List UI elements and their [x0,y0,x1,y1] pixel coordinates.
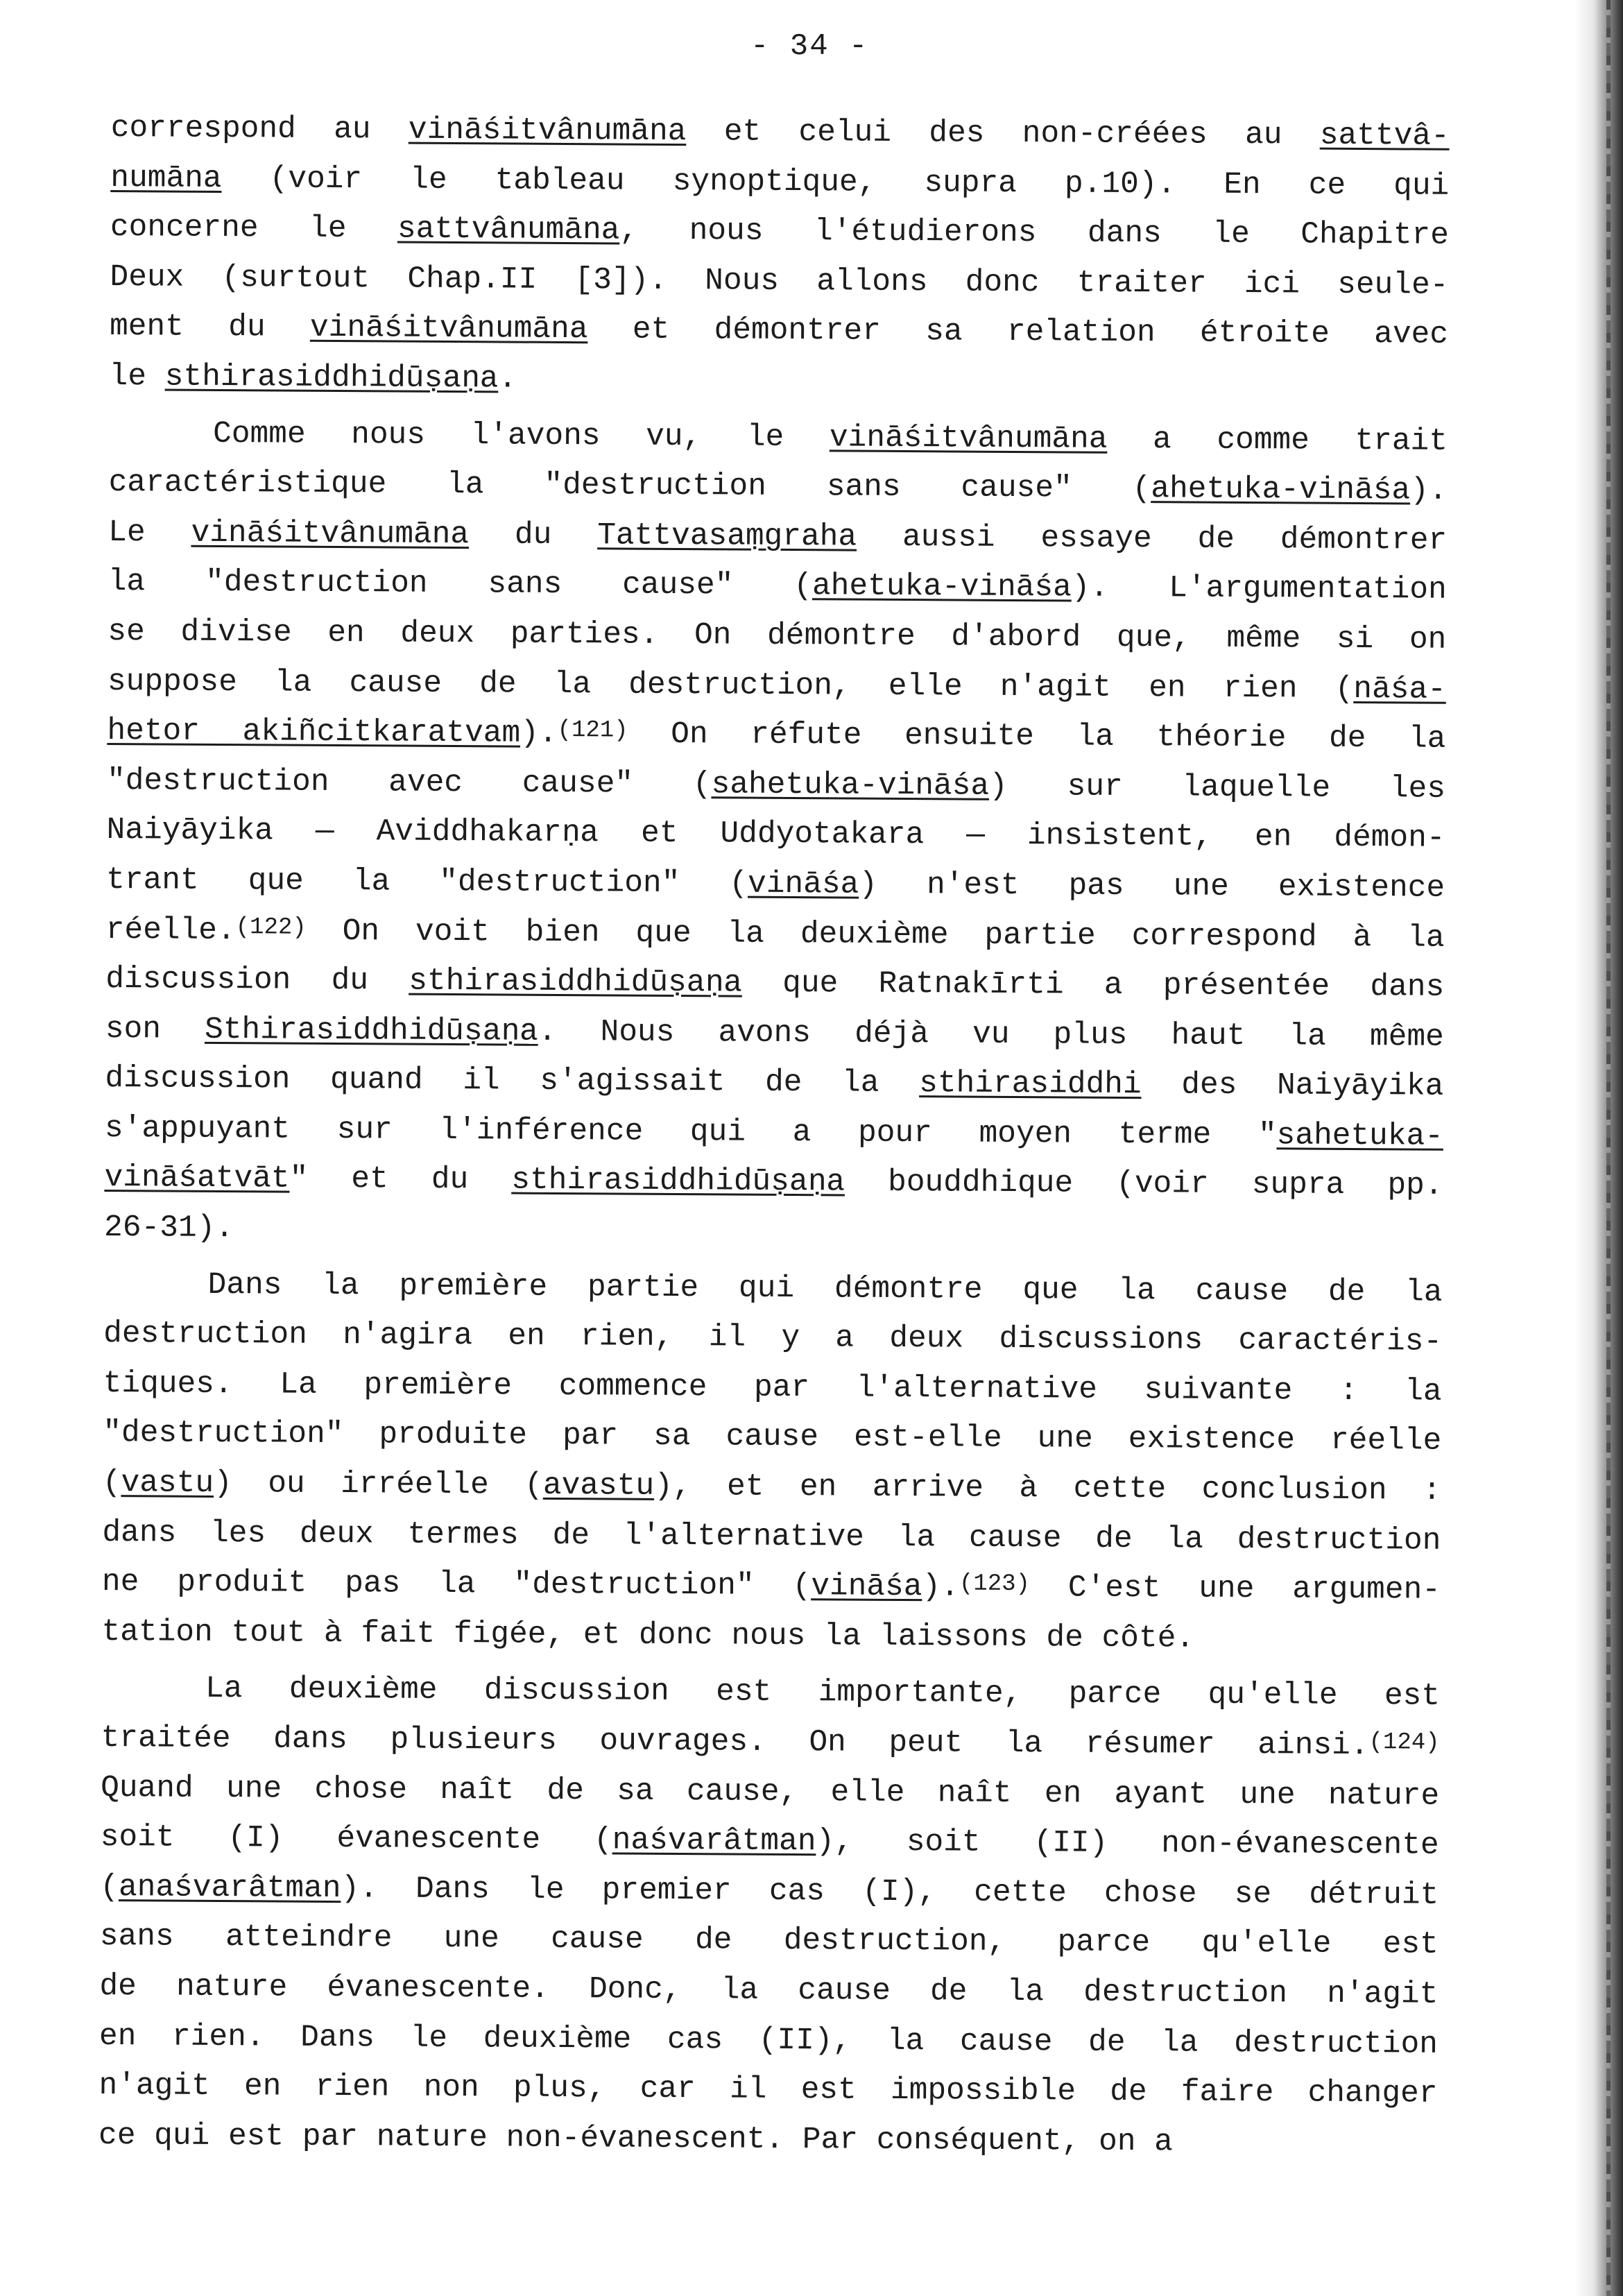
scan-edge-shadow [1574,0,1623,2296]
underlined-term: Tattvasaṃgraha [597,518,857,555]
footnote-reference: (124) [1368,1729,1440,1756]
text-line: se divise en deux parties. On démontre d'abord que, même si on [108,614,1447,658]
footnote-reference: (122) [235,914,307,941]
text-line: tation tout à fait figée, et donc nous la laissons de côté. [101,1614,1195,1656]
text-line: La deuxième discussion est importante, parce qu'elle est [205,1672,1441,1715]
body-text [98,104,1450,2169]
underlined-term: sahetuka-vināśa [711,767,990,804]
underlined-term: vināśitvânumāna [408,112,687,150]
underlined-term: avastu [542,1468,655,1504]
page-number: - 34 - [750,29,869,64]
text-line: sans atteindre une cause de destruction, parce qu'elle est [99,1919,1439,1963]
footnote-reference: (121) [557,717,628,744]
text-line: la "destruction sans cause" (ahetuka-vināśa). L'argumentation [108,565,1447,608]
underlined-term: sattvâ- [1319,118,1450,154]
underlined-term: nāśa- [1353,671,1447,708]
text-line: concerne le sattvânumāna, nous l'étudierons dans le Chapitre [110,210,1450,253]
text-line: Comme nous l'avons vu, le vināśitvânumāna a comme trait [212,416,1448,459]
underlined-term: vināśa [747,866,859,902]
text-line: discussion quand il s'agissait de la sthirasiddhi des Naiyāyika [105,1061,1444,1105]
underlined-term: sthirasiddhi [919,1066,1142,1103]
underlined-term: vināśitvânumāna [829,420,1108,457]
text-line: Deux (surtout Chap.II [3]). Nous allons donc traiter ici seule- [110,259,1449,303]
underlined-term: ahetuka-vināśa [1151,472,1411,508]
scan-edge-mark [1606,0,1611,2296]
text-line: ne produit pas la "destruction" (vināśa).$^{(123)}$ C'est une argumen- [101,1565,1441,1608]
text-line: correspond au vināśitvânumāna et celui des non-créées au sattvâ- [110,110,1450,154]
text-line: (vastu) ou irréelle (avastu), et en arrive à cette conclusion : [102,1465,1441,1509]
text-line: Le vināśitvânumāna du Tattvasaṃgraha aussi essaye de démontrer [108,515,1448,558]
underlined-term: vināśa [811,1569,922,1605]
text-line: traitée dans plusieurs ouvrages. On peut la résumer ainsi.$^{(124)}$ [101,1720,1440,1764]
text-line: vināśatvāt" et du sthirasiddhidūṣaṇa bouddhique (voir supra pp. [104,1160,1443,1204]
text-line: réelle.$^{(122)}$ On voit bien que la deuxième partie correspond à la [105,912,1445,956]
underlined-term: numāna [110,160,222,196]
text-line: Dans la première partie qui démontre que la cause de la [207,1267,1443,1310]
underlined-term: sattvânumāna [397,212,620,248]
text-line: numāna (voir le tableau synoptique, supra p.10). En ce qui [110,160,1450,204]
underlined-term: Sthirasiddhidūṣaṇa [204,1012,538,1050]
footnote-reference: (123) [959,1570,1031,1598]
underlined-term: anaśvarâtman [118,1869,341,1906]
text-line: s'appuyant sur l'inférence qui a pour moyen terme "sahetuka- [104,1111,1444,1154]
text-line: de nature évanescente. Donc, la cause de la destruction n'agit [99,1969,1439,2012]
text-line: trant que la "destruction" (vināśa) n'est pas une existence [106,862,1445,906]
text-line: destruction n'agira en rien, il y a deux discussions caractéris- [103,1317,1443,1360]
underlined-term: vastu [121,1466,214,1501]
text-line: "destruction" produite par sa cause est-elle une existence réelle [103,1416,1442,1459]
underlined-term: sthirasiddhidūṣaṇa [164,359,499,397]
text-line: en rien. Dans le deuxième cas (II), la cause de la destruction [98,2019,1439,2062]
underlined-term: sthirasiddhidūṣaṇa [409,963,743,1001]
text-line: soit (I) évanescente (naśvarâtman), soit (II) non-évanescente [100,1820,1439,1863]
text-line: "destruction avec cause" (sahetuka-vināśa) sur laquelle les [106,763,1446,807]
underlined-term: naśvarâtman [612,1823,816,1860]
text-line: dans les deux termes de l'alternative la cause de la destruction [102,1515,1441,1559]
underlined-term: sthirasiddhidūṣaṇa [511,1163,845,1200]
text-line: son Sthirasiddhidūṣaṇa. Nous avons déjà vu plus haut la même [105,1011,1444,1055]
text-line: caractéristique la "destruction sans cause" (ahetuka-vināśa). [108,465,1448,508]
text-line: (anaśvarâtman). Dans le premier cas (I), cette chose se détruit [100,1869,1439,1913]
text-line: le sthirasiddhidūṣaṇa. [109,359,517,397]
text-line: hetor akiñcitkaratvam).$^{(121)}$ On réfute ensuite la théorie de la [107,714,1446,757]
underlined-term: vināśatvāt [104,1160,290,1197]
underlined-term: vināśitvânumāna [191,515,470,552]
underlined-term: hetor akiñcitkaratvam [107,714,521,751]
text-line: tiques. La première commence par l'alternative suivante : la [103,1366,1442,1410]
text-line: Naiyāyika — Aviddhakarṇa et Uddyotakara — insistent, en démon- [106,813,1445,857]
text-line: ce qui est par nature non-évanescent. Par conséquent, on a [98,2118,1174,2160]
text-line: 26-31). [103,1210,234,1246]
text-line: ment du vināśitvânumāna et démontrer sa relation étroite avec [109,309,1449,353]
text-line: discussion du sthirasiddhidūṣaṇa que Ratnakīrti a présentée dans [105,962,1445,1005]
text-line: suppose la cause de la destruction, elle n'agit en rien (nāśa- [107,664,1447,708]
underlined-term: vināśitvânumāna [309,311,588,348]
text-line: Quand une chose naît de sa cause, elle naît en ayant une nature [101,1770,1440,1814]
underlined-term: sahetuka- [1276,1118,1444,1154]
underlined-term: ahetuka-vināśa [812,569,1072,606]
text-line: n'agit en rien non plus, car il est impossible de faire changer [98,2068,1438,2111]
